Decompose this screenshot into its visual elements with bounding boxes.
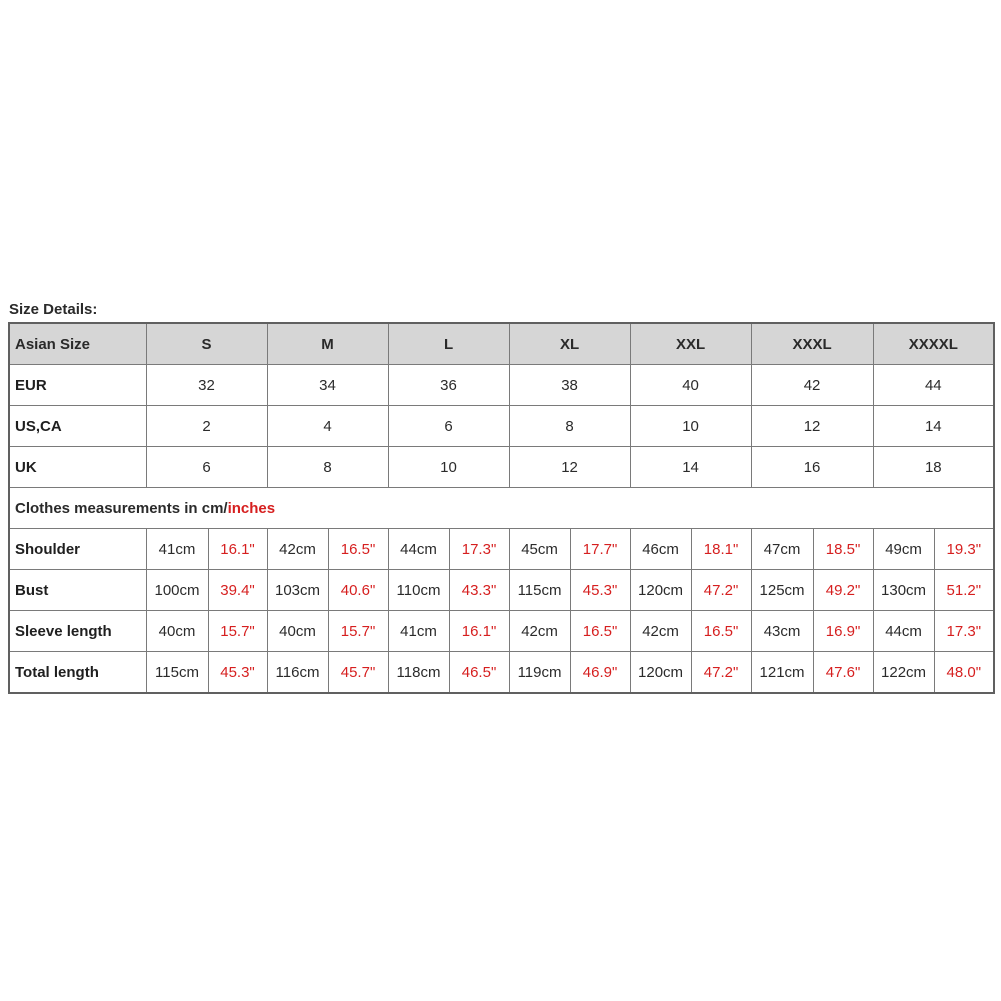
conversion-row <box>9 406 994 447</box>
section-heading <box>9 488 994 529</box>
conversion-value-cell: 14 <box>873 406 994 447</box>
inch-value-cell: 17.3" <box>934 611 994 652</box>
conversion-value-cell: 40 <box>630 365 751 406</box>
cm-value-cell: 45cm <box>509 529 570 570</box>
section-heading-text: Clothes measurements in cm/ <box>15 499 228 517</box>
conversion-row <box>9 365 994 406</box>
cm-value-cell: 49cm <box>873 529 934 570</box>
inch-value-cell: 47.2" <box>691 570 751 611</box>
cm-value-cell: 44cm <box>388 529 449 570</box>
cm-value-cell: 110cm <box>388 570 449 611</box>
size-header-cell: XXXXL <box>873 323 994 365</box>
page-title: Size Details: <box>9 301 98 318</box>
conversion-value-cell: 38 <box>509 365 630 406</box>
inch-value-cell: 16.5" <box>328 529 388 570</box>
cm-value-cell: 100cm <box>146 570 208 611</box>
size-header-cell: S <box>146 323 267 365</box>
cm-value-cell: 120cm <box>630 570 691 611</box>
cm-value-cell: 119cm <box>509 652 570 694</box>
conversion-value-cell: 16 <box>751 447 873 488</box>
conversion-value-cell: 4 <box>267 406 388 447</box>
cm-value-cell: 43cm <box>751 611 813 652</box>
cm-value-cell: 46cm <box>630 529 691 570</box>
inch-value-cell: 16.9" <box>813 611 873 652</box>
cm-value-cell: 125cm <box>751 570 813 611</box>
header-label: Asian Size <box>9 323 146 365</box>
size-header-cell: M <box>267 323 388 365</box>
cm-value-cell: 41cm <box>388 611 449 652</box>
conversion-value-cell: 36 <box>388 365 509 406</box>
inch-value-cell: 45.3" <box>570 570 630 611</box>
cm-value-cell: 121cm <box>751 652 813 694</box>
row-label: Total length <box>9 652 146 694</box>
inch-value-cell: 49.2" <box>813 570 873 611</box>
inch-value-cell: 17.7" <box>570 529 630 570</box>
conversion-value-cell: 34 <box>267 365 388 406</box>
conversion-value-cell: 18 <box>873 447 994 488</box>
size-header-cell: XXXL <box>751 323 873 365</box>
cm-value-cell: 44cm <box>873 611 934 652</box>
inch-value-cell: 15.7" <box>328 611 388 652</box>
size-header-cell: XXL <box>630 323 751 365</box>
cm-value-cell: 42cm <box>509 611 570 652</box>
row-label: Shoulder <box>9 529 146 570</box>
row-label: UK <box>9 447 146 488</box>
cm-value-cell: 40cm <box>146 611 208 652</box>
conversion-value-cell: 12 <box>751 406 873 447</box>
measurement-row <box>9 570 994 611</box>
size-header-cell: L <box>388 323 509 365</box>
conversion-value-cell: 10 <box>630 406 751 447</box>
conversion-value-cell: 14 <box>630 447 751 488</box>
cm-value-cell: 40cm <box>267 611 328 652</box>
conversion-value-cell: 6 <box>146 447 267 488</box>
inch-value-cell: 18.5" <box>813 529 873 570</box>
conversion-value-cell: 10 <box>388 447 509 488</box>
conversion-value-cell: 32 <box>146 365 267 406</box>
inch-value-cell: 43.3" <box>449 570 509 611</box>
measurement-row <box>9 652 994 694</box>
inch-value-cell: 16.5" <box>570 611 630 652</box>
measurement-row <box>9 611 994 652</box>
cm-value-cell: 122cm <box>873 652 934 694</box>
cm-value-cell: 42cm <box>630 611 691 652</box>
cm-value-cell: 130cm <box>873 570 934 611</box>
row-label: Sleeve length <box>9 611 146 652</box>
cm-value-cell: 47cm <box>751 529 813 570</box>
inch-value-cell: 51.2" <box>934 570 994 611</box>
row-label: EUR <box>9 365 146 406</box>
inch-value-cell: 16.1" <box>449 611 509 652</box>
cm-value-cell: 115cm <box>509 570 570 611</box>
row-label: US,CA <box>9 406 146 447</box>
section-row <box>9 488 994 529</box>
conversion-value-cell: 44 <box>873 365 994 406</box>
inch-value-cell: 16.5" <box>691 611 751 652</box>
section-heading-highlight: inches <box>227 499 276 517</box>
table-header-row <box>9 323 994 365</box>
inch-value-cell: 45.7" <box>328 652 388 694</box>
inch-value-cell: 47.6" <box>813 652 873 694</box>
inch-value-cell: 39.4" <box>208 570 267 611</box>
inch-value-cell: 15.7" <box>208 611 267 652</box>
cm-value-cell: 115cm <box>146 652 208 694</box>
inch-value-cell: 18.1" <box>691 529 751 570</box>
conversion-value-cell: 42 <box>751 365 873 406</box>
measurement-row <box>9 529 994 570</box>
conversion-value-cell: 12 <box>509 447 630 488</box>
cm-value-cell: 116cm <box>267 652 328 694</box>
cm-value-cell: 103cm <box>267 570 328 611</box>
size-chart-table <box>8 322 995 694</box>
inch-value-cell: 48.0" <box>934 652 994 694</box>
inch-value-cell: 46.5" <box>449 652 509 694</box>
row-label: Bust <box>9 570 146 611</box>
conversion-row <box>9 447 994 488</box>
inch-value-cell: 45.3" <box>208 652 267 694</box>
cm-value-cell: 118cm <box>388 652 449 694</box>
inch-value-cell: 16.1" <box>208 529 267 570</box>
inch-value-cell: 19.3" <box>934 529 994 570</box>
size-header-cell: XL <box>509 323 630 365</box>
inch-value-cell: 40.6" <box>328 570 388 611</box>
cm-value-cell: 41cm <box>146 529 208 570</box>
inch-value-cell: 17.3" <box>449 529 509 570</box>
inch-value-cell: 46.9" <box>570 652 630 694</box>
cm-value-cell: 42cm <box>267 529 328 570</box>
conversion-value-cell: 6 <box>388 406 509 447</box>
conversion-value-cell: 8 <box>267 447 388 488</box>
conversion-value-cell: 8 <box>509 406 630 447</box>
conversion-value-cell: 2 <box>146 406 267 447</box>
cm-value-cell: 120cm <box>630 652 691 694</box>
inch-value-cell: 47.2" <box>691 652 751 694</box>
